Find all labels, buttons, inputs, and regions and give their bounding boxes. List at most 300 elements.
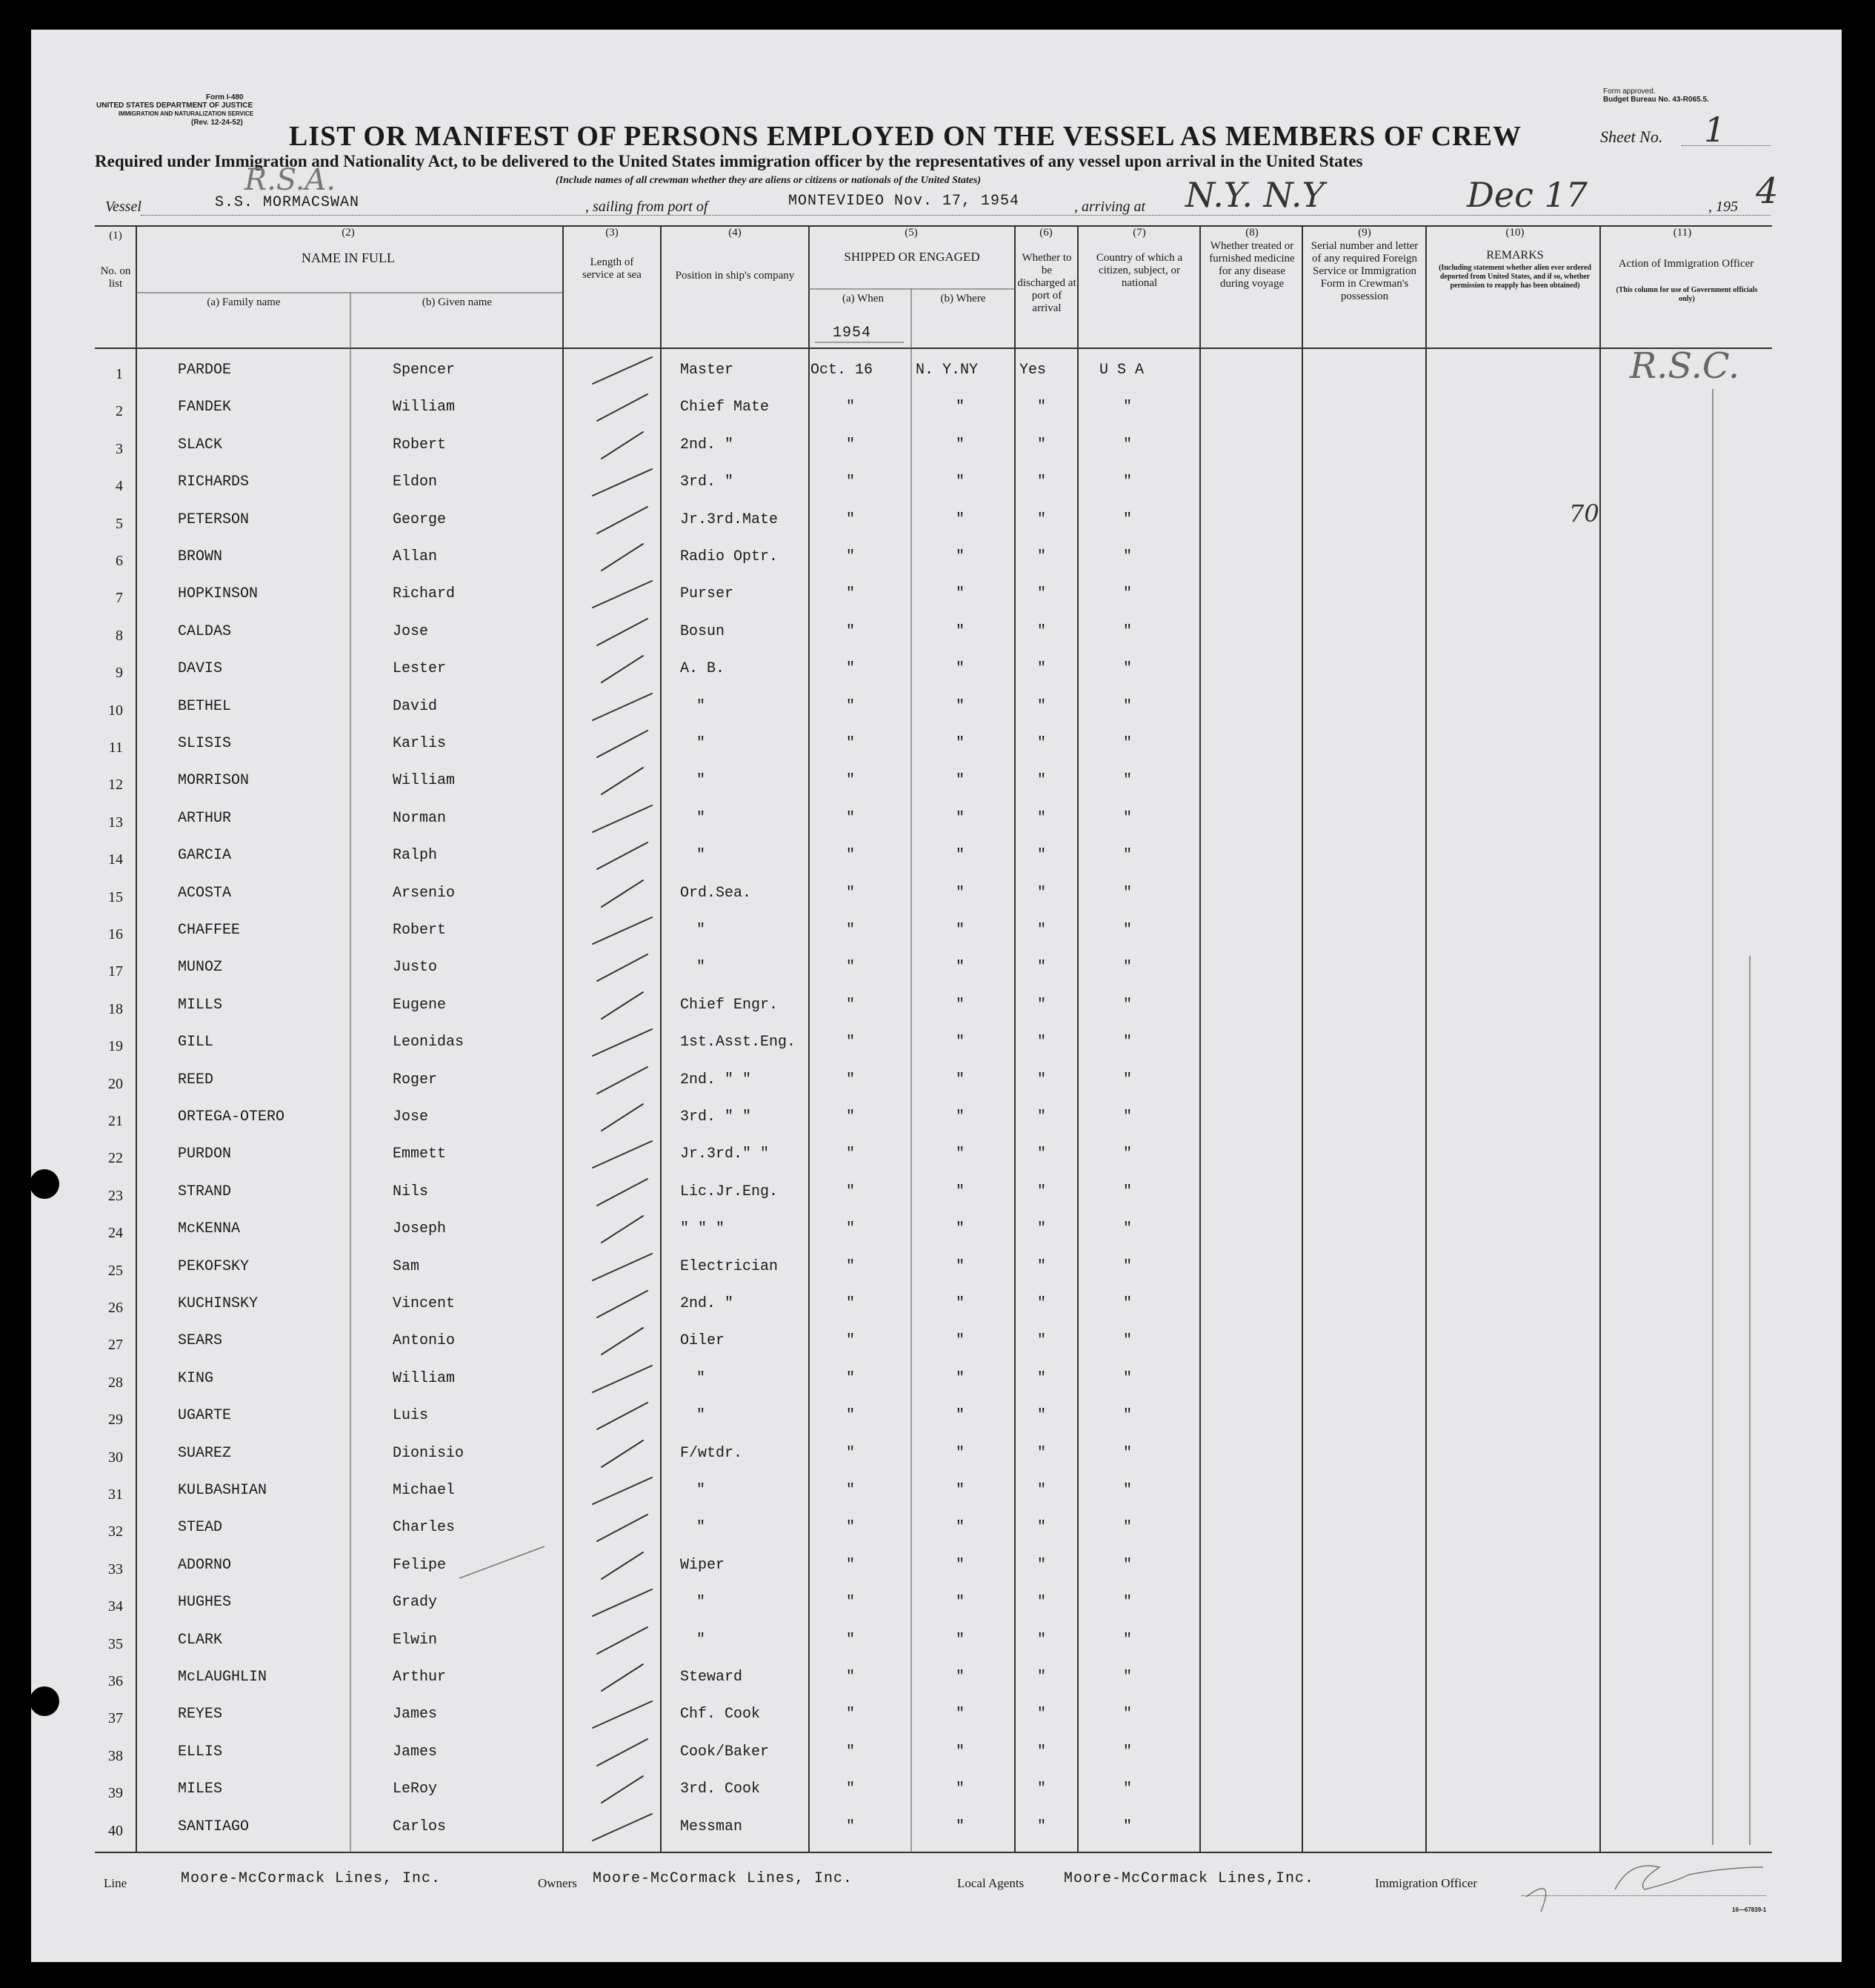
- agents-value: Moore-McCormack Lines,Inc.: [1064, 1870, 1315, 1887]
- cell-position: ": [696, 772, 706, 789]
- cell-position: Purser: [680, 585, 734, 602]
- cell-given: Robert: [393, 436, 447, 453]
- owners-label: Owners: [538, 1876, 577, 1890]
- service-tick: [597, 507, 647, 533]
- cell-position: 3rd. ": [680, 473, 734, 491]
- cell-country: ": [1123, 772, 1133, 789]
- cell-discharged: ": [1037, 436, 1047, 453]
- cell-when: ": [846, 1706, 856, 1723]
- service-tick: [602, 1552, 643, 1579]
- cell-country: ": [1123, 436, 1133, 453]
- cell-given: Norman: [393, 810, 447, 827]
- cell-where: ": [956, 1706, 965, 1723]
- cell-when: ": [846, 1519, 856, 1536]
- cell-country: ": [1123, 1557, 1133, 1574]
- service-tick: [602, 880, 643, 907]
- cell-given: Arsenio: [393, 885, 456, 902]
- cell-discharged: ": [1037, 1183, 1047, 1200]
- row-number: 29: [108, 1412, 123, 1428]
- cell-given: Elwin: [393, 1632, 438, 1649]
- cell-discharged: ": [1037, 885, 1047, 902]
- service-tick: [593, 917, 652, 944]
- cell-where: ": [956, 1034, 965, 1051]
- cell-where: ": [956, 1669, 965, 1686]
- cell-position: 2nd. ": [680, 436, 734, 453]
- cell-family: GARCIA: [178, 847, 232, 864]
- cell-when: ": [846, 698, 856, 715]
- cell-country: U S A: [1099, 362, 1145, 379]
- cell-position: 2nd. ": [680, 1295, 734, 1312]
- cell-where: ": [956, 1407, 965, 1424]
- officer-label: Immigration Officer: [1375, 1876, 1478, 1890]
- cell-country: ": [1123, 473, 1133, 491]
- cell-family: MUNOZ: [178, 959, 223, 976]
- col-6-number: (6): [1039, 227, 1053, 239]
- cell-when: ": [846, 1034, 856, 1051]
- line-label: Line: [104, 1876, 127, 1890]
- cell-position: Messman: [680, 1818, 743, 1835]
- sheet-label: Sheet No.: [1600, 127, 1663, 146]
- cell-given: Leonidas: [393, 1034, 464, 1051]
- col-7-header: Country of which a citizen, subject, or national: [1096, 252, 1183, 289]
- cell-given: Eugene: [393, 997, 447, 1014]
- cell-family: HUGHES: [178, 1594, 232, 1611]
- cell-when: ": [846, 1743, 856, 1761]
- form-number: Form I-480: [206, 93, 244, 102]
- service-tick: [593, 1366, 652, 1392]
- service-tick: [597, 1403, 647, 1429]
- cell-discharged: ": [1037, 1407, 1047, 1424]
- cell-family: ACOSTA: [178, 885, 232, 902]
- cell-family: SUAREZ: [178, 1445, 232, 1462]
- cell-family: McKENNA: [178, 1220, 241, 1237]
- cell-position: ": [696, 1482, 706, 1499]
- cell-country: ": [1123, 1407, 1133, 1424]
- cell-country: ": [1123, 623, 1133, 640]
- cell-given: Ralph: [393, 847, 438, 864]
- service-tick: [602, 1216, 643, 1243]
- service-tick: [593, 805, 652, 832]
- row-number: 4: [116, 478, 123, 494]
- col-2-number: (2): [342, 227, 355, 239]
- cell-position: Ord.Sea.: [680, 885, 752, 902]
- col-9-header: Serial number and letter of any required Foreign Service or Immigration Form in Crewman's possession: [1310, 240, 1419, 302]
- cell-given: Robert: [393, 922, 447, 939]
- col-10-note: (Including statement whether alien ever ordered deported from United States, and if so, whether permission to reapply has been obtained): [1439, 264, 1591, 290]
- cell-family: BROWN: [178, 548, 223, 565]
- service-tick: [597, 1067, 647, 1094]
- cell-when: ": [846, 1632, 856, 1649]
- cell-country: ": [1123, 997, 1133, 1014]
- cell-position: ": [696, 1370, 706, 1387]
- col-5a-year: 1954: [833, 325, 872, 342]
- cell-where: ": [956, 473, 965, 491]
- officer-signature-line: [1522, 1895, 1766, 1896]
- row-number: 31: [108, 1486, 123, 1503]
- row-number: 28: [108, 1374, 123, 1391]
- cell-position: Oiler: [680, 1332, 725, 1349]
- row-number: 2: [116, 403, 123, 419]
- cell-discharged: ": [1037, 1519, 1047, 1536]
- cell-discharged: ": [1037, 1706, 1047, 1723]
- col-3-number: (3): [605, 227, 619, 239]
- cell-country: ": [1123, 1034, 1133, 1051]
- cell-position: F/wtdr.: [680, 1445, 743, 1462]
- cell-discharged: ": [1037, 922, 1047, 939]
- col-9-number: (9): [1358, 227, 1371, 239]
- row-number: 36: [108, 1673, 123, 1689]
- cell-family: PURDON: [178, 1146, 232, 1163]
- cell-family: SLACK: [178, 436, 223, 453]
- cell-family: DAVIS: [178, 660, 223, 677]
- row-number: 34: [108, 1598, 123, 1615]
- cell-where: ": [956, 1482, 965, 1499]
- cell-position: ": [696, 922, 706, 939]
- sheet-number: 1: [1704, 110, 1726, 150]
- col-4-header: Position in ship's company: [675, 270, 795, 282]
- cell-when: ": [846, 810, 856, 827]
- cell-position: 3rd. Cook: [680, 1781, 761, 1798]
- cell-family: KULBASHIAN: [178, 1482, 267, 1499]
- cell-where: ": [956, 1295, 965, 1312]
- cell-given: Lester: [393, 660, 447, 677]
- cell-when: ": [846, 399, 856, 416]
- cell-where: ": [956, 1594, 965, 1611]
- cell-position: Jr.3rd.Mate: [680, 511, 779, 528]
- cell-discharged: ": [1037, 1108, 1047, 1126]
- col-5b-header: (b) Where: [940, 293, 986, 305]
- cell-discharged: ": [1037, 473, 1047, 491]
- cell-given: Richard: [393, 585, 456, 602]
- cell-given: LeRoy: [393, 1781, 438, 1798]
- cell-where: ": [956, 810, 965, 827]
- cell-where: ": [956, 1557, 965, 1574]
- cell-discharged: ": [1037, 959, 1047, 976]
- cell-position: ": [696, 1407, 706, 1424]
- cell-family: STEAD: [178, 1519, 223, 1536]
- cell-position: Bosun: [680, 623, 725, 640]
- service-tick: [597, 1739, 647, 1766]
- cell-given: Antonio: [393, 1332, 456, 1349]
- cell-country: ": [1123, 1220, 1133, 1237]
- service-tick: [597, 1179, 647, 1206]
- print-code: 16—67839-1: [1732, 1906, 1767, 1913]
- service-tick: [602, 656, 643, 682]
- row-number: 35: [108, 1636, 123, 1652]
- cell-family: PEKOFSKY: [178, 1258, 250, 1275]
- cell-where: ": [956, 399, 965, 416]
- document-title: LIST OR MANIFEST OF PERSONS EMPLOYED ON THE VESSEL AS MEMBERS OF CREW: [289, 121, 1522, 152]
- cell-given: William: [393, 1370, 456, 1387]
- arriving-port: N.Y. N.Y: [1185, 175, 1325, 215]
- col-5-header: SHIPPED OR ENGAGED: [844, 250, 980, 264]
- cell-position: ": [696, 1594, 706, 1611]
- cell-when: ": [846, 959, 856, 976]
- service-tick: [597, 394, 647, 421]
- cell-position: ": [696, 810, 706, 827]
- col11-mark: R.S.C.: [1630, 345, 1740, 387]
- service-tick: [597, 619, 647, 645]
- col-2b-header: (b) Given name: [422, 296, 493, 308]
- cell-when: ": [846, 548, 856, 565]
- cell-position: Cook/Baker: [680, 1743, 770, 1761]
- cell-family: FANDEK: [178, 399, 232, 416]
- cell-discharged: ": [1037, 1445, 1047, 1462]
- cell-given: Eldon: [393, 473, 438, 491]
- cell-position: Master: [680, 362, 734, 379]
- arriving-label: , arriving at: [1074, 199, 1146, 215]
- cell-when: ": [846, 772, 856, 789]
- cell-when: ": [846, 511, 856, 528]
- cell-family: ADORNO: [178, 1557, 232, 1574]
- service-tick: [593, 1029, 652, 1056]
- cell-family: SEARS: [178, 1332, 223, 1349]
- cell-when: ": [846, 623, 856, 640]
- cell-discharged: ": [1037, 548, 1047, 565]
- cell-given: Jose: [393, 623, 429, 640]
- service-tick: [593, 1589, 652, 1616]
- cell-discharged: ": [1037, 1071, 1047, 1088]
- row-number: 23: [108, 1188, 123, 1204]
- row-number: 33: [108, 1561, 123, 1578]
- cell-where: ": [956, 1632, 965, 1649]
- cell-position: Steward: [680, 1669, 743, 1686]
- cell-when: ": [846, 436, 856, 453]
- service-tick: [593, 357, 652, 384]
- service-tick: [593, 1477, 652, 1504]
- cell-when: ": [846, 1220, 856, 1237]
- cell-position: ": [696, 735, 706, 752]
- cell-where: ": [956, 959, 965, 976]
- cell-given: Dionisio: [393, 1445, 464, 1462]
- row-number: 32: [108, 1523, 123, 1540]
- cell-discharged: ": [1037, 623, 1047, 640]
- cell-given: Roger: [393, 1071, 438, 1088]
- cell-when: ": [846, 997, 856, 1014]
- service-tick: [602, 1328, 643, 1354]
- sailing-label: , sailing from port of: [585, 199, 708, 215]
- cell-when: ": [846, 585, 856, 602]
- service-tick: [602, 1776, 643, 1803]
- cell-where: ": [956, 1071, 965, 1088]
- cell-position: ": [696, 698, 706, 715]
- row-number: 9: [116, 665, 123, 681]
- cell-discharged: ": [1037, 772, 1047, 789]
- cell-where: ": [956, 1146, 965, 1163]
- row-number: 16: [108, 926, 123, 943]
- remarks-mark: 70: [1569, 499, 1599, 528]
- cell-family: REYES: [178, 1706, 223, 1723]
- cell-where: ": [956, 1445, 965, 1462]
- cell-discharged: ": [1037, 1743, 1047, 1761]
- cell-country: ": [1123, 810, 1133, 827]
- cell-discharged: ": [1037, 1818, 1047, 1835]
- row-number: 11: [108, 739, 123, 756]
- row-number: 37: [108, 1710, 123, 1726]
- cell-country: ": [1123, 922, 1133, 939]
- col-11-note: (This column for use of Government officials only): [1616, 286, 1758, 303]
- cell-when: ": [846, 1108, 856, 1126]
- form-approved: Form approved.: [1603, 87, 1656, 96]
- service-tick: [602, 432, 643, 459]
- cell-where: ": [956, 548, 965, 565]
- cell-country: ": [1123, 1743, 1133, 1761]
- col-5-number: (5): [905, 227, 918, 239]
- cell-when: ": [846, 1407, 856, 1424]
- cell-country: ": [1123, 959, 1133, 976]
- cell-discharged: ": [1037, 1594, 1047, 1611]
- year-prefix: , 195: [1708, 199, 1738, 215]
- cell-where: ": [956, 772, 965, 789]
- row-number: 38: [108, 1748, 123, 1764]
- cell-position: Chief Mate: [680, 399, 770, 416]
- cell-when: ": [846, 847, 856, 864]
- service-tick: [597, 1515, 647, 1541]
- cell-when: ": [846, 1370, 856, 1387]
- cell-country: ": [1123, 1445, 1133, 1462]
- vessel-label: Vessel: [105, 199, 141, 215]
- cell-country: ": [1123, 885, 1133, 902]
- cell-family: McLAUGHLIN: [178, 1669, 267, 1686]
- cell-discharged: ": [1037, 585, 1047, 602]
- cell-family: STRAND: [178, 1183, 232, 1200]
- cell-discharged: ": [1037, 1295, 1047, 1312]
- cell-family: ELLIS: [178, 1743, 223, 1761]
- cell-family: REED: [178, 1071, 214, 1088]
- sailing-port: MONTEVIDEO Nov. 17, 1954: [788, 193, 1020, 210]
- cell-discharged: ": [1037, 847, 1047, 864]
- row-number: 7: [116, 590, 123, 606]
- cell-given: Grady: [393, 1594, 438, 1611]
- cell-family: MORRISON: [178, 772, 250, 789]
- cell-given: George: [393, 511, 447, 528]
- cell-when: ": [846, 1445, 856, 1462]
- col-4-number: (4): [728, 227, 742, 239]
- cell-given: Arthur: [393, 1669, 447, 1686]
- cell-given: William: [393, 772, 456, 789]
- cell-discharged: ": [1037, 1669, 1047, 1686]
- cell-given: Joseph: [393, 1220, 447, 1237]
- cell-given: James: [393, 1743, 438, 1761]
- cell-country: ": [1123, 1332, 1133, 1349]
- cell-family: RICHARDS: [178, 473, 250, 491]
- row-number: 40: [108, 1823, 123, 1839]
- cell-position: Wiper: [680, 1557, 725, 1574]
- cell-discharged: ": [1037, 1781, 1047, 1798]
- cell-country: ": [1123, 1370, 1133, 1387]
- cell-given: Allan: [393, 548, 438, 565]
- cell-discharged: ": [1037, 1632, 1047, 1649]
- cell-country: ": [1123, 1519, 1133, 1536]
- service-tick: [593, 1254, 652, 1280]
- cell-where: ": [956, 1220, 965, 1237]
- cell-where: ": [956, 1332, 965, 1349]
- col-11-number: (11): [1673, 227, 1692, 239]
- cell-where: ": [956, 1258, 965, 1275]
- service-tick: [602, 1104, 643, 1131]
- service-tick: [593, 694, 652, 720]
- cell-when: ": [846, 1669, 856, 1686]
- cell-family: PARDOE: [178, 362, 232, 379]
- service-tick: [597, 842, 647, 869]
- cell-family: ARTHUR: [178, 810, 232, 827]
- cell-given: David: [393, 698, 438, 715]
- cell-given: Carlos: [393, 1818, 447, 1835]
- cell-where: ": [956, 847, 965, 864]
- row-number: 13: [108, 814, 123, 831]
- cell-country: ": [1123, 1295, 1133, 1312]
- cell-when: ": [846, 1183, 856, 1200]
- col-2a-header: (a) Family name: [207, 296, 281, 308]
- cell-discharged: ": [1037, 399, 1047, 416]
- cell-discharged: ": [1037, 1557, 1047, 1574]
- col-2-header: NAME IN FULL: [302, 250, 395, 265]
- cell-position: A. B.: [680, 660, 725, 677]
- cell-family: SANTIAGO: [178, 1818, 250, 1835]
- cell-given: Sam: [393, 1258, 420, 1275]
- cell-where: ": [956, 436, 965, 453]
- cell-when: ": [846, 1332, 856, 1349]
- cell-country: ": [1123, 847, 1133, 864]
- cell-given: Nils: [393, 1183, 429, 1200]
- cell-country: ": [1123, 1108, 1133, 1126]
- form-revision: (Rev. 12-24-52): [191, 119, 243, 127]
- col-8-number: (8): [1245, 227, 1259, 239]
- cell-country: ": [1123, 399, 1133, 416]
- agents-label: Local Agents: [957, 1876, 1025, 1890]
- cell-position: Lic.Jr.Eng.: [680, 1183, 779, 1200]
- cell-when: ": [846, 1258, 856, 1275]
- cell-where: ": [956, 585, 965, 602]
- cell-when: Oct. 16: [810, 362, 873, 379]
- col-1-header: No. on list: [100, 265, 131, 290]
- cell-given: William: [393, 399, 456, 416]
- cell-where: ": [956, 1743, 965, 1761]
- cell-when: ": [846, 735, 856, 752]
- cell-discharged: ": [1037, 810, 1047, 827]
- cell-where: ": [956, 1781, 965, 1798]
- cell-country: ": [1123, 1071, 1133, 1088]
- cell-position: Jr.3rd." ": [680, 1146, 770, 1163]
- row-number: 6: [116, 553, 123, 569]
- cell-when: ": [846, 660, 856, 677]
- department: UNITED STATES DEPARTMENT OF JUSTICE: [96, 102, 253, 110]
- cell-when: ": [846, 473, 856, 491]
- row-number: 24: [108, 1225, 123, 1241]
- row-number: 27: [108, 1337, 123, 1353]
- cell-family: GILL: [178, 1034, 214, 1051]
- cell-given: Michael: [393, 1482, 456, 1499]
- cell-family: UGARTE: [178, 1407, 232, 1424]
- service-tick: [597, 1627, 647, 1654]
- cell-where: N. Y.NY: [916, 362, 979, 379]
- col-11-header: Action of Immigration Officer: [1618, 258, 1754, 270]
- cell-discharged: ": [1037, 511, 1047, 528]
- cell-given: Spencer: [393, 362, 456, 379]
- cell-when: ": [846, 1146, 856, 1163]
- cell-when: ": [846, 1071, 856, 1088]
- row-number: 12: [108, 777, 123, 793]
- cell-country: ": [1123, 698, 1133, 715]
- cell-given: Justo: [393, 959, 438, 976]
- cell-given: Felipe: [393, 1557, 447, 1574]
- cell-given: Emmett: [393, 1146, 447, 1163]
- cell-given: Luis: [393, 1407, 429, 1424]
- cell-family: MILES: [178, 1781, 223, 1798]
- row-number: 25: [108, 1263, 123, 1279]
- cell-family: CLARK: [178, 1632, 223, 1649]
- row-number: 20: [108, 1076, 123, 1092]
